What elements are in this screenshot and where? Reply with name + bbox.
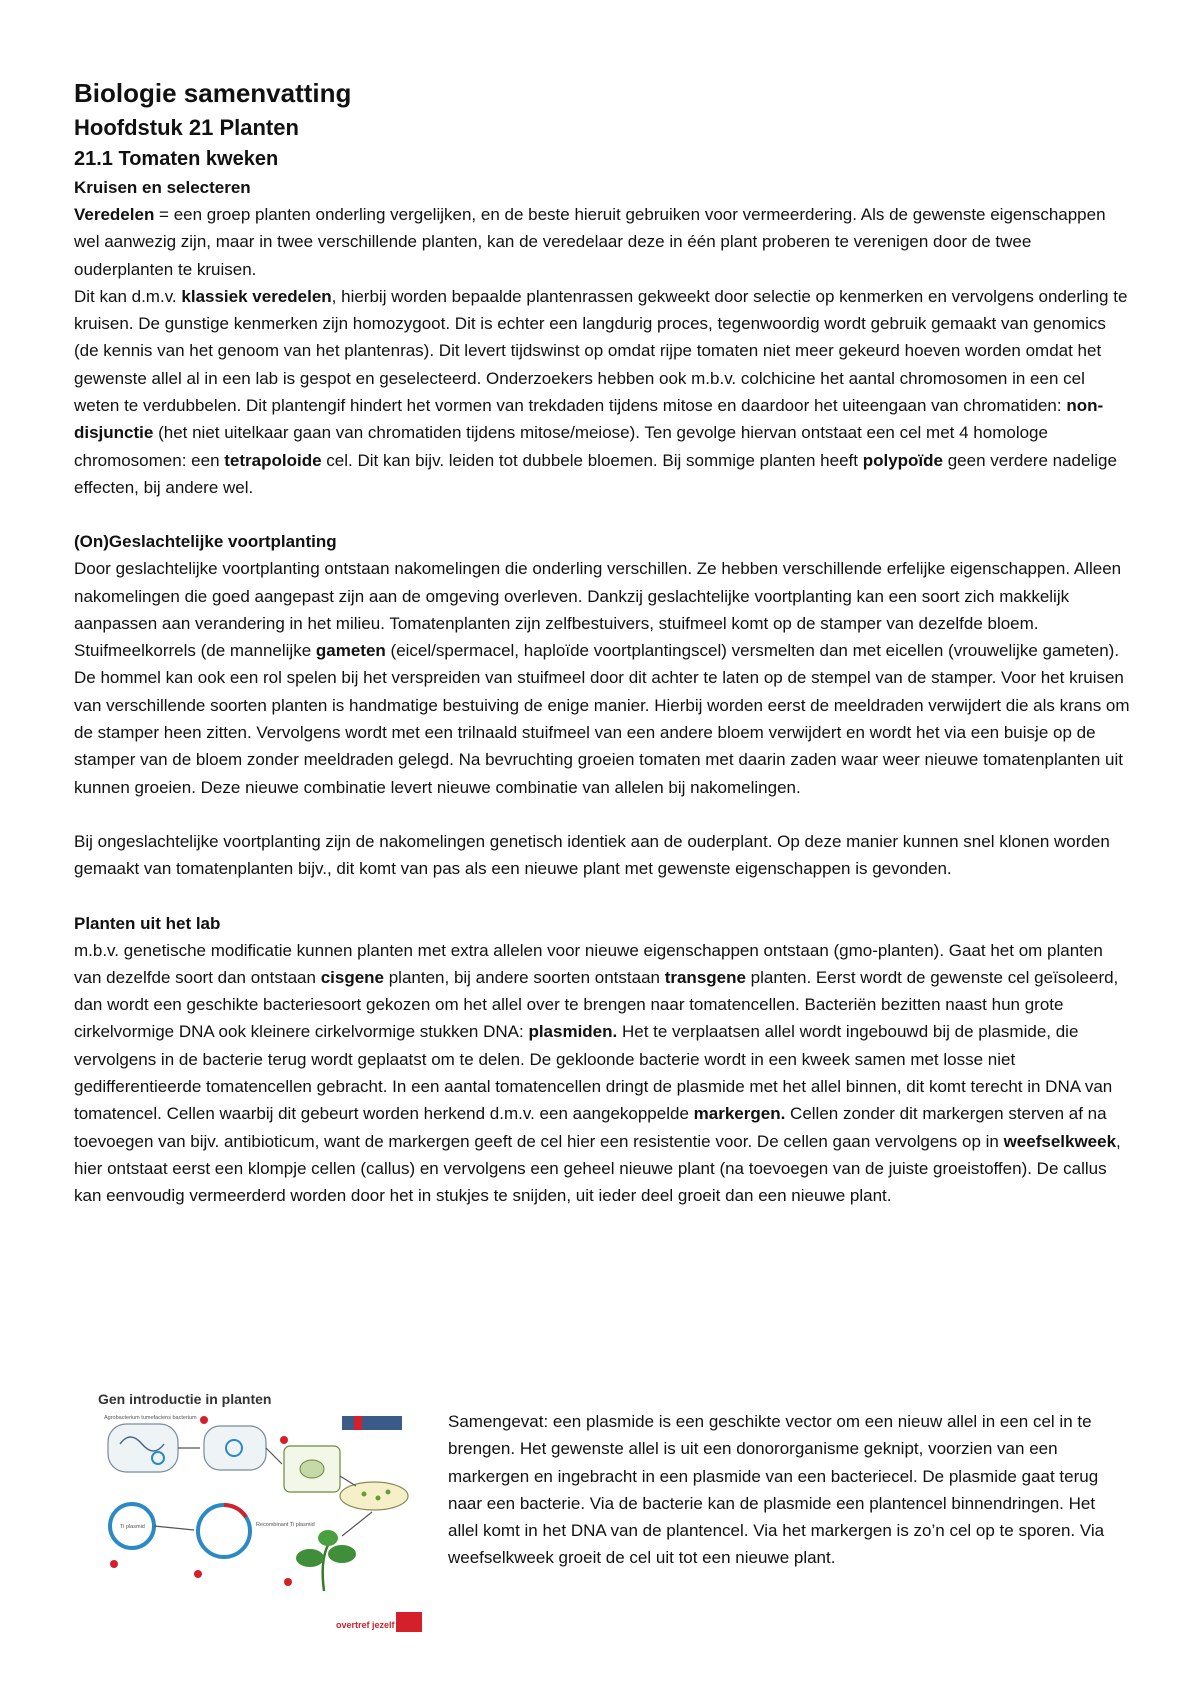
summary-paragraph: Samengevat: een plasmide is een geschikte vector om een nieuw allel in een cel in te brengen. Het gewenste allel is uit een donororganisme geknipt, voorzien van een markergen en ingebracht in een plasmide van een bacteriecel. De plasmide gaat terug naar een bacterie. Via de bacterie kan de plasmide een plantencel binnendringen. Het allel komt in het DNA van de plantencel. Via het markergen is zo’n cel op te sporen. Via weefselkweek groeit de cel uit tot een nieuwe plant.	[448, 1412, 1105, 1568]
section-heading: 21.1 Tomaten kweken	[74, 148, 279, 170]
dna-strip-icon	[342, 1416, 402, 1430]
paragraph-ongeslachtelijk: Bij ongeslachtelijke voortplanting zijn de nakomelingen genetisch identiek aan de ouderplant. Op deze manier kunnen snel klonen worden gemaakt van tomatenplanten bijv., dit komt van pas als een nieuwe plant met gewenste eigenschappen is gevonden.	[74, 831, 1110, 879]
document-body	[74, 78, 1134, 1210]
bacterium-label: Agrobacterium tumefaciens bacterium	[104, 1415, 197, 1421]
step-marker-icon	[110, 1560, 118, 1568]
plant-stem-icon	[323, 1545, 328, 1591]
foreign-dna-segment-icon	[224, 1505, 246, 1517]
paragraph-veredelen: Veredelen = een groep planten onderling vergelijken, en de beste hieruit gebruiken voor vermeerdering. Als de gewenste eigenschappen wel aanwezig zijn, maar in twee verschillende planten, kan de veredelaar deze in één plant proberen te verenigen door de twee ouderplanten te kruisen.	[74, 205, 1106, 279]
chapter-heading: Hoofdstuk 21 Planten	[74, 115, 299, 140]
paragraph-genetische-modificatie: m.b.v. genetische modificatie kunnen planten met extra allelen voor nieuwe eigenschappen ontstaan (gmo-planten). Gaat het om planten van dezelfde soort dan ontstaan cisgene planten, bij andere soorten ontstaan transgene planten. Eerst wordt de gewenste cel geïsoleerd, dan wordt een geschikte bacteriesoort gekozen om het allel over te brengen naar tomatencellen. Bacteriën bezitten naast hun grote cirkelvormige DNA ook kleinere cirkelvormige stukken DNA: plasmiden. Het te verplaatsen allel wordt ingebouwd bij de plasmide, die vervolgens in de bacterie terug wordt geplaatst om te delen. De gekloonde bacterie wordt in een kweek samen met losse niet gedifferentieerde tomatencellen gebracht. In een aantal tomatencellen dringt de plasmide met het allel binnen, dit komt terecht in DNA van tomatencel. Cellen waarbij dit gebeurt worden herkend d.m.v. een aangekoppelde markergen. Cellen zonder dit markergen sterven af na toevoegen van bijv. antibioticum, want de markergen geeft de cel hier een resistentie voor. De cellen gaan vervolgens op in weefselkweek, hier ontstaat eerst een klompje cellen (callus) en vervolgens een geheel nieuwe plant (na toevoegen van de juiste groeistoffen). De callus kan eenvoudig vermeerderd worden door het in stukjes te snijden, uit ieder deel groeit dan een nieuwe plant.	[74, 940, 1121, 1206]
recombinant-plasmid-label: Recombinant Ti plasmid	[256, 1522, 315, 1528]
subsection-heading-kruisen: Kruisen en selecteren	[74, 178, 251, 197]
paragraph-geslachtelijk: Door geslachtelijke voortplanting ontstaan nakomelingen die onderling verschillen. Ze hebben verschillende erfelijke eigenschappen. Alleen nakomelingen die goed aangepast zijn aan de omgeving overleven. Dankzij geslachtelijke voortplanting kan een soort zich makkelijk aanpassen aan verandering in het milieu. Tomatenplanten zijn zelfbestuivers, stuifmeel komt op de stamper van dezelfde bloem. Stuifmeelkorrels (de mannelijke gameten (eicel/spermacel, haploïde voortplantingscel) versmelten dan met eicellen (vrouwelijke gameten). De hommel kan ook een rol spelen bij het verspreiden van stuifmeel door dit achter te laten op de stempel van de stamper. Voor het kruisen van verschillende soorten planten is handmatige bestuiving de enige manier. Hierbij worden eerst de meeldraden verwijdert die als krans om de stamper heen zitten. Vervolgens wordt met een trilnaald stuifmeel van een andere bloem verwijdert en wordt het via een buisje op de stamper van de bloem zonder meeldraden gelegd. Na bevruchting groeien tomaten met daarin zaden waar weer nieuwe tomatenplanten uit kunnen groeien. Deze nieuwe combinatie levert nieuwe combinatie van allelen bij nakomelingen.	[74, 559, 1130, 797]
nucleus-icon	[300, 1460, 324, 1478]
page-title: Biologie samenvatting	[74, 78, 352, 108]
plant-leaf-icon	[296, 1549, 324, 1567]
subsection-heading-voortplanting: (On)Geslachtelijke voortplanting	[74, 532, 337, 552]
gene-introduction-diagram	[74, 1386, 434, 1636]
recombinant-bacterium-icon	[204, 1426, 266, 1470]
ti-plasmid-label: Ti plasmid	[120, 1524, 145, 1530]
publisher-logo	[396, 1612, 422, 1632]
publisher-brand: overtref jezelf	[336, 1620, 395, 1630]
figure-title: Gen introductie in planten	[98, 1391, 272, 1407]
subsection-heading-lab: Planten uit het lab	[74, 913, 221, 933]
paragraph-klassiek-veredelen: Dit kan d.m.v. klassiek veredelen, hierbij worden bepaalde plantenrassen gekweekt door selectie op kenmerken en vervolgens onderling te kruisen. De gunstige kenmerken zijn homozygoot. Dit is echter een langdurig proces, tegenwoordig wordt gebruik gemaakt van genomics (de kennis van het genoom van het plantenras). Dit levert tijdswinst op omdat rijpe tomaten niet meer gekeurd hoeven worden omdat het gewenste allel al in een lab is gespot en geselecteerd. Onderzoekers hebben ook m.b.v. colchicine het aantal chromosomen in een cel weten te verdubbelen. Dit plantengif hindert het vormen van trekdaden tijdens mitose en daardoor het uiteengaan van chromatiden: non-disjunctie (het niet uitelkaar gaan van chromatiden tijdens mitose/meiose). Ten gevolge hiervan ontstaat een cel met 4 homologe chromosomen: een tetrapoloide cel. Dit kan bijv. leiden tot dubbele bloemen. Bij sommige planten heeft polypoïde geen verdere nadelige effecten, bij andere wel.	[74, 286, 1128, 497]
petri-dish-icon	[340, 1482, 408, 1510]
bacterium-icon	[108, 1424, 178, 1472]
figure-row	[74, 1386, 1134, 1646]
